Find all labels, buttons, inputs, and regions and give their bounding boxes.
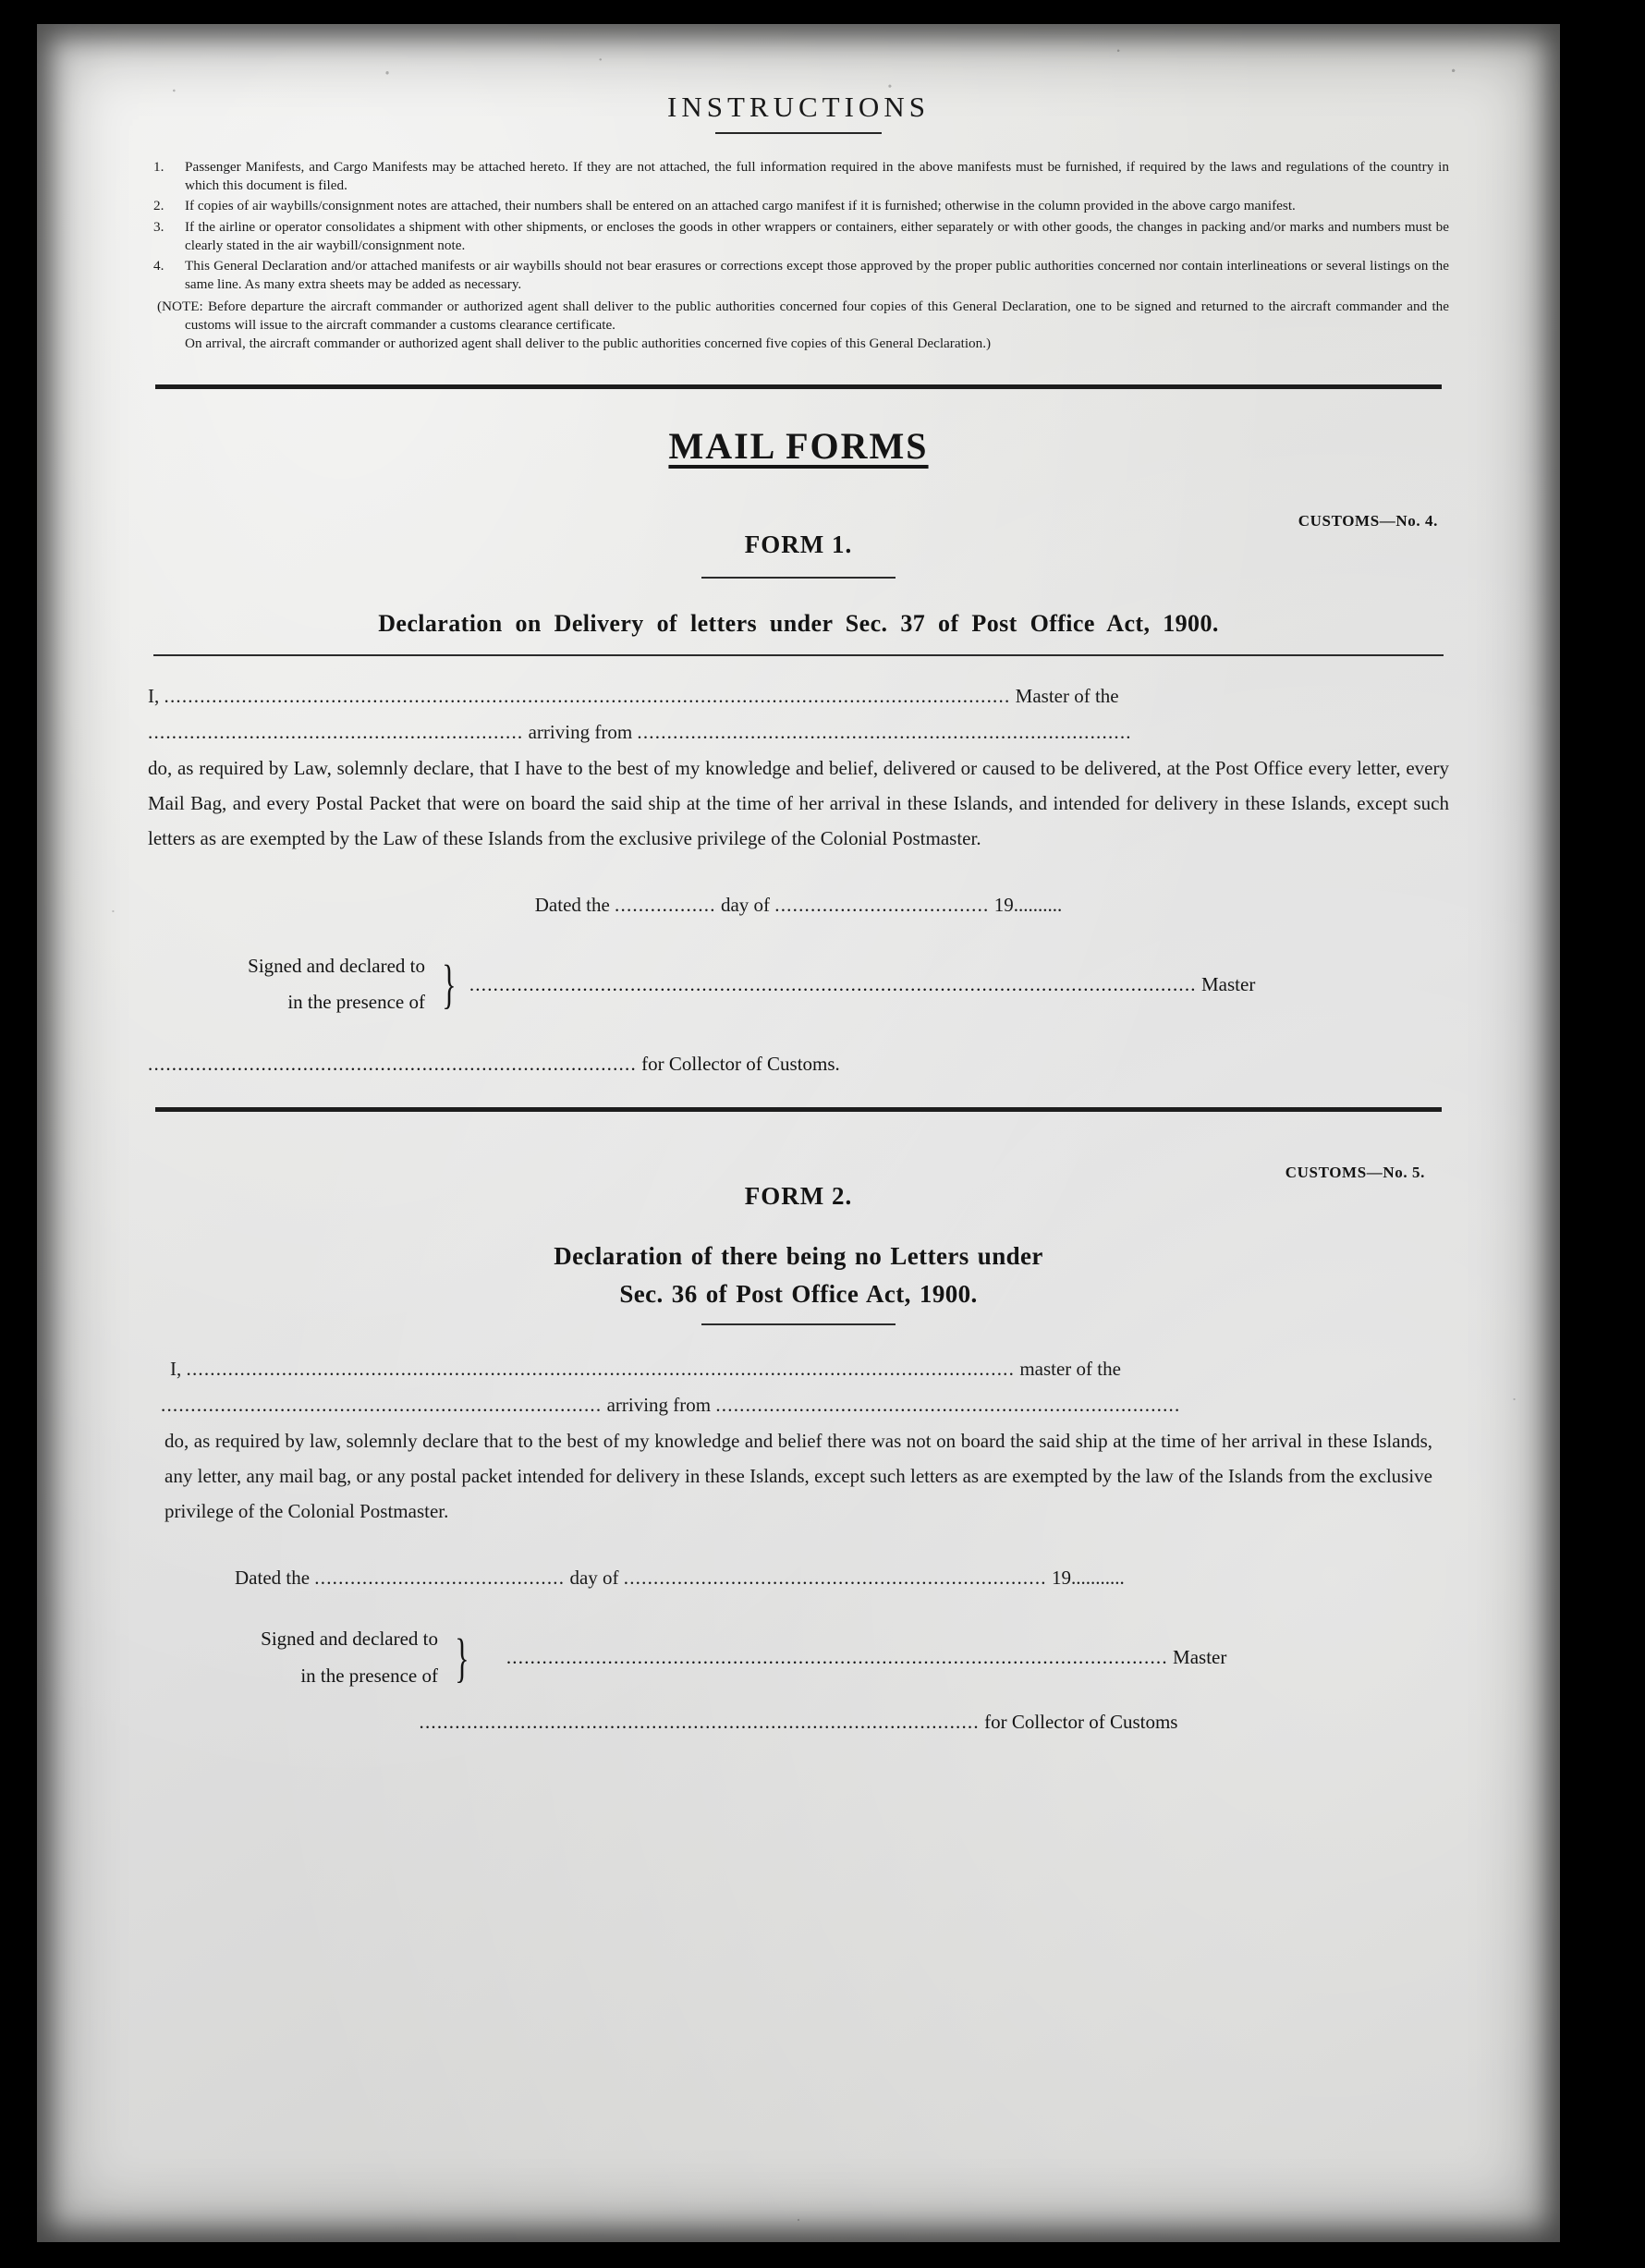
form1-header — [148, 512, 1449, 566]
instruction-number: 4. — [153, 258, 164, 274]
form2-title-line-2: Sec. 36 of Post Office Act, 1900. — [619, 1279, 978, 1308]
form2-line2-blank-b[interactable]: .............................................................................. — [715, 1394, 1181, 1417]
form2-dated-year[interactable]: 19........... — [1051, 1566, 1125, 1589]
form1-line1-suffix: Master of the — [1015, 685, 1119, 708]
form2-line2-blank-a[interactable]: .......................................................................... — [161, 1394, 603, 1417]
section-divider-top — [155, 384, 1442, 389]
form1-customs-number: CUSTOMS—No. 4. — [1298, 512, 1438, 530]
form1-line-2 — [148, 714, 1449, 750]
instructions-list — [148, 158, 1449, 295]
form2-signed-label-1: Signed and declared to — [261, 1627, 438, 1650]
form2-dated-day-blank[interactable]: .......................................... — [314, 1566, 566, 1589]
form2-title — [161, 1238, 1436, 1312]
form1-signature-block: Signed and declared to in the presence of } .......................................................................................................................... Master — [148, 948, 1449, 1022]
form1-signature-role: Master — [1201, 972, 1256, 995]
form2-signed-right — [479, 1646, 1436, 1669]
form2-customs-number: CUSTOMS—No. 5. — [1285, 1164, 1425, 1182]
instruction-number: 3. — [153, 218, 164, 235]
form2-label: FORM 2. — [744, 1182, 853, 1211]
form2-line1-suffix: master of the — [1019, 1358, 1121, 1381]
form1-dated-prefix: Dated the — [534, 893, 610, 916]
form2-dated-mid: day of — [569, 1566, 619, 1589]
form1-dated-month-blank[interactable]: .................................... — [774, 893, 990, 916]
form1-collector-text: for Collector of Customs. — [641, 1053, 840, 1076]
form2-line1-prefix: I, — [170, 1358, 182, 1381]
form2-line-1 — [161, 1351, 1436, 1387]
heading-underline — [715, 132, 882, 134]
instruction-item — [148, 197, 1449, 215]
scanned-page — [37, 24, 1560, 2242]
form1-title-rule — [153, 654, 1444, 656]
form1-dated-row — [148, 894, 1449, 917]
form1-line2-blank-b[interactable]: ................................................................................... — [637, 721, 1132, 744]
form2-collector-blank[interactable]: .............................................................................................. — [419, 1711, 980, 1734]
form2-signed-labels — [161, 1621, 445, 1695]
form1-signed-label-2: in the presence of — [287, 991, 425, 1014]
form1-line2-blank-a[interactable]: ............................................................... — [148, 721, 524, 744]
form1-dated-day-blank[interactable]: ................. — [615, 893, 716, 916]
instruction-text: This General Declaration and/or attached manifests or air waybills should not bear erasures or corrections except those approved by the proper public authorities concerned nor contain interlineations or several listings on the same line. As many extra sheets may be added as necessary. — [185, 258, 1449, 293]
form2-signature-blank[interactable]: ............................................................................................................... — [506, 1646, 1168, 1669]
instruction-number: 1. — [153, 159, 164, 175]
instruction-text: Passenger Manifests, and Cargo Manifests may be attached hereto. If they are not attached, the full information required in the above manifests must be furnished, if required by the laws and regulations of the country in which this document is filed. — [185, 159, 1449, 194]
form2-dated-row — [161, 1567, 1436, 1590]
form1-line1-prefix: I, — [148, 685, 160, 708]
form2-line1-blank[interactable]: ........................................................................................................................................... — [186, 1358, 1016, 1381]
form2-dated-month-blank[interactable]: ....................................................................... — [623, 1566, 1047, 1589]
form1-dated-year[interactable]: 19.......... — [993, 893, 1063, 916]
form1-signed-labels — [148, 948, 433, 1022]
note-block — [148, 298, 1449, 354]
form1-signature-blank[interactable]: .......................................................................................................................... — [469, 972, 1197, 995]
instruction-item — [148, 158, 1449, 195]
form2-header — [161, 1164, 1436, 1217]
form2-title-line-1: Declaration of there being no Letters under — [554, 1242, 1043, 1271]
instruction-text: If copies of air waybills/consignment notes are attached, their numbers shall be entered on an attached cargo manifest if it is furnished; otherwise in the column provided in the above cargo manifest. — [185, 198, 1296, 214]
form1-line-1 — [148, 678, 1449, 714]
form2-line-2 — [161, 1387, 1436, 1423]
instruction-item — [148, 257, 1449, 294]
instruction-item — [148, 218, 1449, 255]
form2-signature-role: Master — [1173, 1646, 1227, 1669]
form1-dated-mid: day of — [720, 893, 771, 916]
note-paragraph-2: On arrival, the aircraft commander or authorized agent shall deliver to the public authorities concerned five copies of this General Declaration.) — [185, 335, 992, 351]
form1-signed-right — [466, 973, 1449, 996]
form2-signature-block: Signed and declared to in the presence of } ............................................................................................................... Master — [161, 1621, 1436, 1695]
page-content — [37, 24, 1560, 1734]
form1-paragraph: do, as required by Law, solemnly declare, that I have to the best of my knowledge and belief, delivered or caused to be delivered, at the Post Office every letter, every Mail Bag, and every Postal Packet that were on board the said ship at the time of her arrival in these Islands, and intended for delivery in these Islands, except such letters as are exempted by the Law of these Islands from the exclusive privilege of the Colonial Postmaster. — [148, 756, 1449, 850]
form1-line2-mid: arriving from — [528, 721, 633, 744]
form1-line1-blank[interactable]: .............................................................................................................................................. — [164, 685, 1011, 708]
form1-signed-label-1: Signed and declared to — [248, 954, 425, 977]
form2-line2-mid: arriving from — [606, 1394, 712, 1417]
form2-title-rule — [701, 1323, 896, 1325]
form1-label: FORM 1. — [744, 530, 853, 559]
form1-label-rule — [701, 577, 896, 579]
form2-signed-label-2: in the presence of — [300, 1664, 438, 1687]
form1-title: Declaration on Delivery of letters under Sec. 37 of Post Office Act, 1900. — [378, 610, 1219, 638]
form2-collector-text: for Collector of Customs — [984, 1711, 1178, 1734]
form2 — [148, 1164, 1449, 1734]
instruction-text: If the airline or operator consolidates a shipment with other shipments, or encloses the goods in other wrappers or containers, either separately or with other goods, the changes in packing and/or marks and numbers must be clearly stated in the air waybill/consignment note. — [185, 218, 1449, 253]
note-paragraph-1: (NOTE: Before departure the aircraft commander or authorized agent shall deliver to the public authorities concerned four copies of this General Declaration, one to be signed and returned to the aircraft commander and the customs will issue to the aircraft commander a customs clearance certificate. — [157, 298, 1449, 333]
instruction-number: 2. — [153, 198, 164, 214]
form2-dated-prefix: Dated the — [235, 1566, 311, 1589]
form2-paragraph: do, as required by law, solemnly declare that to the best of my knowledge and belief there was not on board the said ship at the time of her arrival in these Islands, any letter, any mail bag, or any postal packet intended for delivery in these Islands, except such letters as are exempted by the law of the Islands from the exclusive privilege of the Colonial Postmaster. — [164, 1430, 1432, 1523]
mail-forms-heading: MAIL FORMS — [668, 425, 929, 468]
form1-collector-row — [148, 1053, 1449, 1076]
instructions-heading: INSTRUCTIONS — [667, 91, 930, 123]
form1-collector-blank[interactable]: .................................................................................. — [148, 1053, 637, 1076]
form2-collector-row — [161, 1711, 1436, 1734]
section-divider-middle — [155, 1107, 1442, 1112]
